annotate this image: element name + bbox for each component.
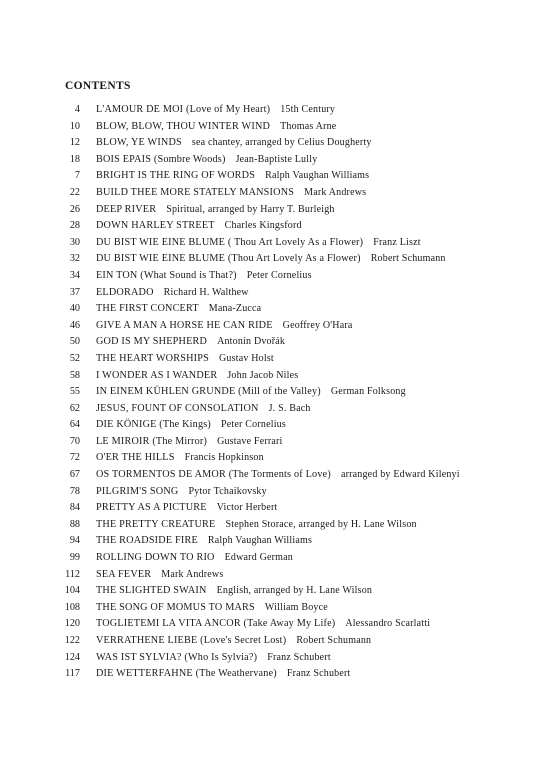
page-number: 70 xyxy=(69,435,80,447)
song-title xyxy=(96,517,417,534)
page-number: 108 xyxy=(64,601,80,613)
song-title-text: OS TORMENTOS DE AMOR (The Torments of Love) xyxy=(96,469,331,481)
song-title-text: L'AMOUR DE MOI (Love of My Heart) xyxy=(96,104,271,115)
song-title xyxy=(96,285,249,302)
song-title xyxy=(96,666,351,683)
song-title-text: THE SONG OF MOMUS TO MARS xyxy=(96,601,255,613)
page-number: 55 xyxy=(69,386,80,398)
song-credit: Victor Herbert xyxy=(216,502,278,514)
page-number: 7 xyxy=(74,170,80,182)
song-title-text: LE MIROIR (The Mirror) xyxy=(96,435,208,447)
song-title-text: SEA FEVER xyxy=(96,568,152,580)
contents-entry xyxy=(0,318,560,335)
page-number: 10 xyxy=(69,120,80,132)
song-title-text: GOD IS MY SHEPHERD xyxy=(96,336,208,348)
contents-entry xyxy=(0,401,560,418)
song-title-text: DIE KÖNIGE (The Kings) xyxy=(96,419,212,431)
contents-entry xyxy=(0,119,560,136)
page-number: 94 xyxy=(69,535,80,547)
contents-entry xyxy=(0,500,560,517)
contents-list xyxy=(0,102,560,683)
contents-entry xyxy=(0,334,560,351)
contents-entry xyxy=(0,550,560,567)
song-title-text: VERRATHENE LIEBE (Love's Secret Lost) xyxy=(96,635,287,646)
song-credit: Ralph Vaughan Williams xyxy=(207,535,313,547)
song-title-text: I WONDER AS I WANDER xyxy=(96,369,218,381)
contents-entry xyxy=(0,650,560,667)
song-title-text: JESUS, FOUNT OF CONSOLATION xyxy=(96,402,259,414)
song-title-text: THE ROADSIDE FIRE xyxy=(96,535,198,547)
song-title xyxy=(96,583,372,600)
song-credit: Charles Kingsford xyxy=(224,220,302,232)
page-number: 26 xyxy=(69,203,80,215)
song-title xyxy=(96,235,421,252)
song-title-text: GIVE A MAN A HORSE HE CAN RIDE xyxy=(96,319,273,331)
song-title xyxy=(96,168,369,185)
song-title-text: DEEP RIVER xyxy=(96,203,157,215)
song-title-text: DIE WETTERFAHNE (The Weathervane) xyxy=(96,668,277,680)
song-title-text: DOWN HARLEY STREET xyxy=(96,220,215,232)
song-title xyxy=(96,467,460,484)
page-number: 112 xyxy=(65,568,80,580)
page-number: 84 xyxy=(69,502,80,514)
page-number: 18 xyxy=(69,153,80,165)
page-number: 12 xyxy=(69,137,80,149)
song-credit: Peter Cornelius xyxy=(221,419,286,431)
song-title xyxy=(96,616,430,633)
contents-entry xyxy=(0,135,560,152)
contents-entry xyxy=(0,185,560,202)
song-credit: Jean-Baptiste Lully xyxy=(235,153,318,165)
song-title xyxy=(96,185,366,202)
page-number: 72 xyxy=(69,452,80,464)
song-credit: Robert Schumann xyxy=(370,253,446,265)
page-number: 46 xyxy=(69,319,80,331)
song-credit: William Boyce xyxy=(264,601,328,613)
song-title xyxy=(96,434,283,451)
song-title xyxy=(96,301,261,318)
contents-entry xyxy=(0,368,560,385)
page-number: 120 xyxy=(64,618,80,630)
song-credit: Richard H. Walthew xyxy=(163,286,249,298)
song-title-text: DU BIST WIE EINE BLUME ( Thou Art Lovely As a Flower) xyxy=(96,236,364,248)
song-credit: Francis Hopkinson xyxy=(184,452,264,464)
song-credit: German Folksong xyxy=(330,386,406,398)
song-credit: Peter Cornelius xyxy=(246,269,312,281)
page-number: 124 xyxy=(64,651,80,663)
contents-entry xyxy=(0,533,560,550)
page-number: 52 xyxy=(69,352,80,364)
page-number: 64 xyxy=(69,419,80,431)
song-credit: John Jacob Niles xyxy=(227,369,299,381)
song-title xyxy=(96,318,353,335)
song-credit: Thomas Arne xyxy=(280,120,337,132)
contents-entry xyxy=(0,351,560,368)
song-credit: sea chantey, arranged by Celius Dougherty xyxy=(191,137,372,149)
contents-entry xyxy=(0,218,560,235)
page-number: 4 xyxy=(74,104,80,115)
song-credit: Franz Liszt xyxy=(373,236,421,248)
contents-entry xyxy=(0,434,560,451)
song-title-text: BRIGHT IS THE RING OF WORDS xyxy=(96,170,256,182)
song-credit: Geoffrey O'Hara xyxy=(282,319,353,331)
contents-entry xyxy=(0,633,560,650)
song-title xyxy=(96,202,335,219)
song-title-text: EIN TON (What Sound is That?) xyxy=(96,269,237,281)
song-title xyxy=(96,251,446,268)
song-title-text: DU BIST WIE EINE BLUME (Thou Art Lovely As a Flower) xyxy=(96,253,361,265)
song-credit: 15th Century xyxy=(280,104,336,115)
song-title xyxy=(96,550,293,567)
contents-entry xyxy=(0,202,560,219)
page-number: 22 xyxy=(69,186,80,198)
song-title xyxy=(96,334,285,351)
song-credit: English, arranged by H. Lane Wilson xyxy=(216,585,373,597)
song-title xyxy=(96,450,264,467)
song-title-text: THE HEART WORSHIPS xyxy=(96,352,209,364)
contents-entry xyxy=(0,152,560,169)
page-number: 58 xyxy=(69,369,80,381)
contents-entry xyxy=(0,450,560,467)
song-title-text: THE PRETTY CREATURE xyxy=(96,518,216,530)
song-title xyxy=(96,484,267,501)
page-number: 122 xyxy=(64,635,80,646)
contents-entry xyxy=(0,467,560,484)
song-credit: Gustav Holst xyxy=(219,352,274,364)
song-title-text: TOGLIETEMI LA VITA ANCOR (Take Away My Life) xyxy=(96,618,336,630)
song-title-text: BOIS EPAIS (Sombre Woods) xyxy=(96,153,226,165)
contents-entry xyxy=(0,583,560,600)
song-credit: Robert Schumann xyxy=(296,635,372,646)
contents-entry xyxy=(0,616,560,633)
song-title-text: O'ER THE HILLS xyxy=(96,452,175,464)
contents-entry xyxy=(0,600,560,617)
song-credit: Gustave Ferrari xyxy=(217,435,283,447)
page-number: 117 xyxy=(65,668,80,680)
song-credit: Spiritual, arranged by Harry T. Burleigh xyxy=(166,203,335,215)
song-title xyxy=(96,567,223,584)
song-credit: Ralph Vaughan Williams xyxy=(265,170,370,182)
song-title-text: THE SLIGHTED SWAIN xyxy=(96,585,207,597)
contents-entry xyxy=(0,102,560,119)
song-title-text: BLOW, YE WINDS xyxy=(96,137,182,149)
song-credit: Franz Schubert xyxy=(286,668,351,680)
contents-entry xyxy=(0,484,560,501)
song-title xyxy=(96,650,331,667)
contents-entry xyxy=(0,168,560,185)
song-credit: Stephen Storace, arranged by H. Lane Wilson xyxy=(225,518,417,530)
page-number: 99 xyxy=(69,552,80,564)
song-title xyxy=(96,600,328,617)
song-title-text: BLOW, BLOW, THOU WINTER WIND xyxy=(96,120,271,132)
contents-heading: CONTENTS xyxy=(65,80,131,92)
song-title xyxy=(96,102,335,119)
contents-entry xyxy=(0,268,560,285)
page-number: 62 xyxy=(69,402,80,414)
page-number: 50 xyxy=(69,336,80,348)
song-title xyxy=(96,268,312,285)
song-title-text: IN EINEM KÜHLEN GRUNDE (Mill of the Valley) xyxy=(96,386,321,398)
song-title xyxy=(96,633,371,650)
contents-entry xyxy=(0,285,560,302)
song-title xyxy=(96,119,336,136)
page-number: 34 xyxy=(69,269,80,281)
page-number: 78 xyxy=(69,485,80,497)
page-number: 40 xyxy=(69,303,80,315)
song-title xyxy=(96,533,312,550)
page-number: 104 xyxy=(64,585,80,597)
song-credit: Mana-Zucca xyxy=(208,303,262,315)
contents-entry xyxy=(0,235,560,252)
song-title xyxy=(96,152,317,169)
song-title-text: THE FIRST CONCERT xyxy=(96,303,199,315)
contents-entry xyxy=(0,251,560,268)
song-credit: Edward German xyxy=(224,552,293,564)
page-number: 88 xyxy=(69,518,80,530)
contents-entry xyxy=(0,384,560,401)
song-title-text: PILGRIM'S SONG xyxy=(96,485,179,497)
song-title-text: PRETTY AS A PICTURE xyxy=(96,502,207,514)
song-title-text: ELDORADO xyxy=(96,286,154,298)
song-title xyxy=(96,218,302,235)
song-title xyxy=(96,368,298,385)
song-credit: Mark Andrews xyxy=(161,568,224,580)
song-credit: Franz Schubert xyxy=(267,651,331,663)
song-title-text: ROLLING DOWN TO RIO xyxy=(96,552,215,564)
page-number: 67 xyxy=(69,469,80,481)
song-title xyxy=(96,417,286,434)
song-credit: Mark Andrews xyxy=(304,186,367,198)
song-title xyxy=(96,384,406,401)
song-title-text: BUILD THEE MORE STATELY MANSIONS xyxy=(96,186,295,198)
song-title-text: WAS IST SYLVIA? (Who Is Sylvia?) xyxy=(96,651,258,663)
page-number: 28 xyxy=(69,220,80,232)
contents-entry xyxy=(0,417,560,434)
page-number: 37 xyxy=(69,286,80,298)
song-title xyxy=(96,351,274,368)
contents-entry xyxy=(0,301,560,318)
song-credit: J. S. Bach xyxy=(268,402,311,414)
song-credit: arranged by Edward Kilenyi xyxy=(340,469,460,481)
page-number: 32 xyxy=(69,253,80,265)
song-title xyxy=(96,500,278,517)
song-title xyxy=(96,135,372,152)
song-credit: Pytor Tchaikovsky xyxy=(188,485,267,497)
contents-entry xyxy=(0,666,560,683)
song-title xyxy=(96,401,311,418)
page-number: 30 xyxy=(69,236,80,248)
song-credit: Antonín Dvořák xyxy=(217,336,286,348)
contents-entry xyxy=(0,567,560,584)
song-credit: Alessandro Scarlatti xyxy=(345,618,431,630)
contents-entry xyxy=(0,517,560,534)
